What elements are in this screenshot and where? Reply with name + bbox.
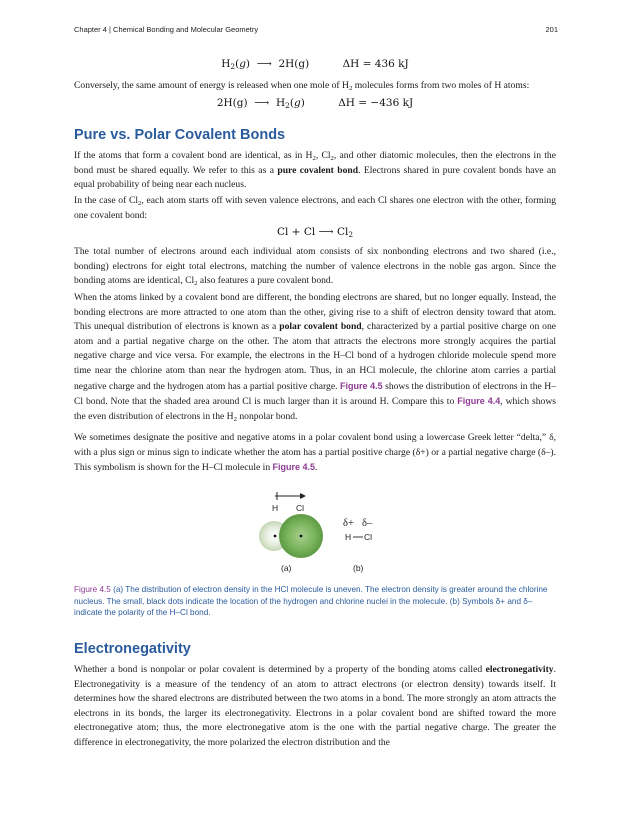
page-number: 201 — [545, 25, 558, 34]
caption-label: Figure 4.5 — [74, 585, 111, 594]
running-header-chapter: Chapter 4 | Chemical Bonding and Molecular Geometry — [74, 25, 259, 34]
figure-4-5-diagram — [250, 488, 400, 583]
term-pure-covalent-bond: pure covalent bond — [277, 164, 359, 176]
equation-h2-dissociation: $H_2(g)$ ⟶ 2H(g) ΔH = 436 kJ — [221, 58, 409, 71]
figure-4-5-link-2[interactable]: Figure 4.5 — [272, 462, 316, 473]
paragraph-pure-covalent: If the atoms that form a covalent bond are identical, as in $H_2$, $Cl_2$, and other diatomic molecules, then the electrons in the bond must be shared equally. We refer to this as a pure covalent bond. Electrons shared in pure covalent bonds have an equal probability of being near each nucleus. — [74, 150, 556, 191]
paragraph-total-electrons: The total number of electrons around each individual atom consists of six nonbonding electrons and two shared (i.e., bonding) electrons for eight total electrons, matching the number of valence electrons in the noble gas argon. Since the bonding atoms are identical, $Cl_2$ also features a pure covalent bond. — [74, 246, 556, 288]
paragraph-polar-covalent: When the atoms linked by a covalent bond are different, the bonding electrons are shared, but no longer equally. Instead, the bonding electrons are more attracted to one atom than the other, giving rise to a shift of electron density toward that atom. This unequal distribution of electrons is known as a polar covalent bond, characterized by a partial positive charge on one atom and a partial negative charge on the other. The atom that attracts the electrons more strongly acquires the partial negative charge and vice versa. For example, the electrons in the H–Cl bond of a hydrogen chloride molecule spend more time near the chlorine atom than near the hydrogen atom. Thus, in an HCl molecule, the chlorine atom carries a partial negative charge and the hydrogen atom has a partial positive charge. Figure 4.5 shows the distribution of electrons in the H–Cl bond. Note that the shaded area around Cl is much larger than it is around H. Compare this to Figure 4.4, which shows the even distribution of electrons in the $H_2$ nonpolar bond. — [74, 292, 556, 423]
paragraph-cl2-case: In the case of $Cl_2$, each atom starts off with seven valence electrons, and each Cl shares one electron with the other, forming one covalent bond: — [74, 195, 556, 221]
bond-label-cl: Cl — [364, 532, 373, 542]
label-h: H — [272, 503, 279, 513]
figure-4-5-link[interactable]: Figure 4.5 — [339, 380, 383, 391]
paragraph-electronegativity: Whether a bond is nonpolar or polar covalent is determined by a property of the bonding atoms called electronegativity. Electronegativity is a measure of the tendency of an atom to attract electrons (or electron density) towards itself. It determines how the shared electrons are distributed between the two atoms in a bond. The more strongly an atom attracts the electrons in its bonds, the larger its electronegativity. Electrons in a polar covalent bond are shifted toward the more electronegative atom; thus, the more electronegative atom is the one with the partial negative charge. The greater the difference in electronegativity, the more polarized the electron distribution and the — [74, 664, 556, 748]
delta-minus: δ– — [362, 518, 373, 529]
term-electronegativity: electronegativity — [485, 664, 554, 675]
heading-pure-vs-polar: Pure vs. Polar Covalent Bonds — [74, 127, 286, 143]
delta-plus: δ+ — [343, 518, 354, 529]
figure-4-4-link[interactable]: Figure 4.4 — [457, 396, 501, 407]
figure-4-5-caption: Figure 4.5 (a) The distribution of electron density in the HCl molecule is uneven. The electron density is greater around the chlorine nucleus. The small, black dots indicate the location of the hydrogen and chlorine nuclei in the molecule. (b) Symbols δ+ and δ– indicate the polarity of the H–Cl bond. — [74, 585, 548, 617]
bond-label-h: H — [345, 532, 352, 542]
label-cl: Cl — [296, 503, 305, 513]
h-nucleus-dot — [274, 535, 277, 538]
cl-nucleus-dot — [300, 535, 303, 538]
equation-cl2: Cl + Cl ⟶ $Cl_2$ — [276, 226, 354, 239]
heading-electronegativity: Electronegativity — [74, 641, 191, 657]
panel-b-label: (b) — [353, 563, 364, 573]
panel-a-label: (a) — [281, 563, 292, 573]
equation-h2-formation: 2H(g) ⟶ $H_2(g)$ ΔH = −436 kJ — [216, 97, 414, 110]
paragraph-delta-symbol: We sometimes designate the positive and negative atoms in a polar covalent bond using a lowercase Greek letter “delta,” δ, with a plus sign or minus sign to indicate whether the atom has a partial positive charge (δ+) or a partial negative charge (δ–). This symbolism is shown for the H–Cl molecule in Figure 4.5. — [74, 432, 556, 474]
dipole-arrow — [275, 492, 306, 500]
paragraph-conversely: Conversely, the same amount of energy is released when one mole of $H_2$ molecules forms from two moles of H atoms: — [74, 80, 530, 92]
term-polar-covalent-bond: polar covalent bond — [279, 321, 362, 333]
